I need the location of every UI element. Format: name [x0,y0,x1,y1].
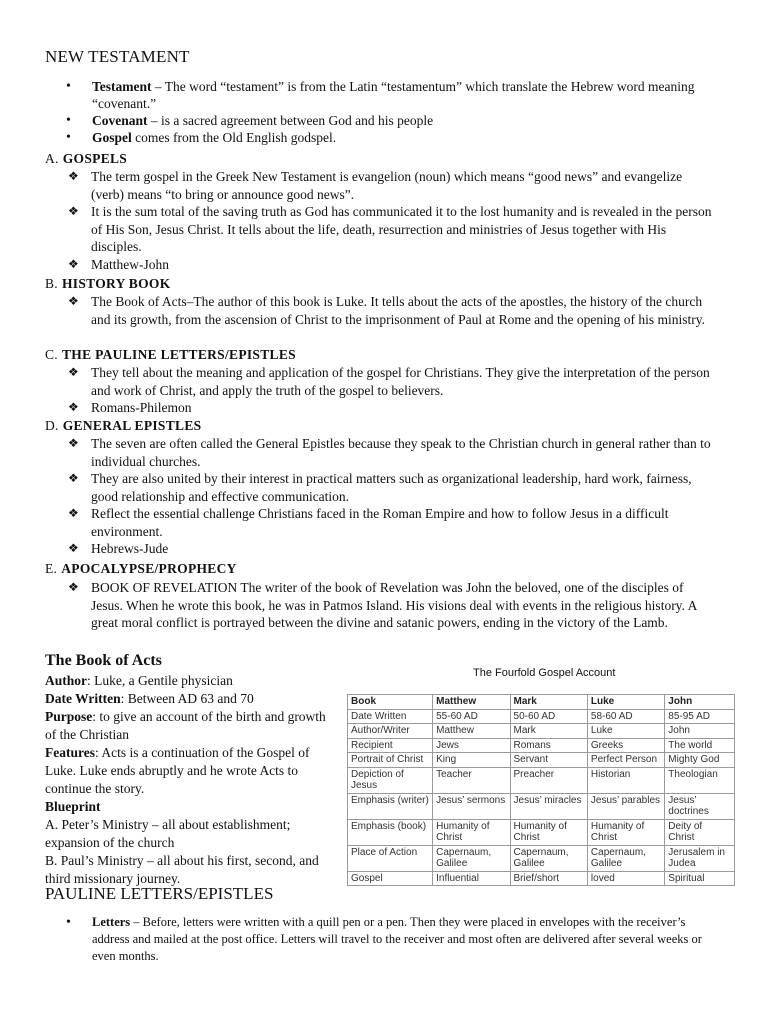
table-cell: Preacher [510,767,587,793]
table-row [348,845,735,871]
table-cell: Date Written [348,709,433,724]
field-label: Author [45,673,88,688]
book-of-acts-title: The Book of Acts [45,652,162,669]
column-header: Book [348,695,433,710]
acts-date-written [45,690,330,708]
table-cell: Depiction of Jesus [348,767,433,793]
table-cell: Emphasis (writer) [348,793,433,819]
field-value: : Luke, a Gentile physician [87,673,233,688]
table-cell: Jesus’ doctrines [665,793,735,819]
table-cell: Author/Writer [348,724,433,739]
table-title: The Fourfold Gospel Account [473,667,616,679]
list-item [68,435,718,470]
table-row [348,871,735,886]
table-cell: Capernaum, Galilee [510,845,587,871]
table-cell: Jesus’ sermons [433,793,510,819]
definition-list [66,78,726,146]
table-row [348,709,735,724]
section-heading-history-book [45,276,171,292]
list-item-text: They tell about the meaning and application of the gospel for Christians. They give the interpretation of the person and work of Christ, and apply the truth of the gospel to believers. [91,365,710,398]
table-cell: Historian [587,767,664,793]
definition-term: Gospel [92,130,132,145]
table-cell: Jesus’ parables [587,793,664,819]
definition-item [66,112,726,129]
column-header: Matthew [433,695,510,710]
table-row [348,793,735,819]
acts-features [45,744,330,798]
table-cell: Romans [510,738,587,753]
table-cell: Servant [510,753,587,768]
table-cell: Greeks [587,738,664,753]
list-item [68,168,718,203]
list-item [68,293,718,328]
list-item-text: Matthew-John [91,256,169,272]
fourfold-gospel-table [347,694,735,886]
acts-blueprint-b: B. Paul’s Ministry – all about his first, second, and third missionary journey. [45,853,319,886]
field-value: : Acts is a continuation of the Gospel of Luke. Luke ends abruptly and he wrote Acts to continue the story. [45,745,310,796]
list-item-text: Reflect the essential challenge Christians faced in the Roman Empire and how to follow Jesus in a difficult environment. [91,506,669,539]
table-cell: Humanity of Christ [587,819,664,845]
acts-blueprint-label [45,798,330,816]
field-label: Date Written [45,691,121,706]
table-cell: Capernaum, Galilee [587,845,664,871]
table-cell: Matthew [433,724,510,739]
table-cell: Perfect Person [587,753,664,768]
list-item-text: The seven are often called the General Epistles because they speak to the Christian church in general rather than to individual churches. [91,436,711,469]
table-cell: The world [665,738,735,753]
field-label: Purpose [45,709,93,724]
acts-purpose [45,708,330,744]
table-cell: Capernaum, Galilee [433,845,510,871]
definition-term: Covenant [92,113,148,128]
list-item-text: The Book of Acts–The author of this book is Luke. It tells about the acts of the apostles, the history of the church and its growth, from the ascension of Christ to the imprisonment of Paul at Rome and the opening of his ministry. [91,294,706,327]
list-item [68,470,718,505]
definition-text: – The word “testament” is from the Latin “testamentum” which translate the Hebrew word meaning “covenant.” [92,79,695,111]
table-row [348,738,735,753]
section-list-apocalypse [68,579,718,632]
acts-blueprint-a: A. Peter’s Ministry – all about establishment; expansion of the church [45,817,291,850]
section-title: GOSPELS [62,151,128,166]
list-item-text: It is the sum total of the saving truth as God has communicated it to the lost humanity and is revealed in the person of His Son, Jesus Christ. It tells about the life, death, resurrection and ministries of Jesus together with His disciples. [91,204,712,254]
list-item [68,540,718,558]
table-cell: Humanity of Christ [510,819,587,845]
definition-term: Letters [92,915,131,929]
section-heading-general-epistles [45,418,201,434]
section-title: GENERAL EPISTLES [62,418,202,433]
section-title: APOCALYPSE/PROPHECY [61,561,237,576]
list-item [68,256,718,274]
list-item [68,203,718,256]
table-row [348,753,735,768]
table-header-row [348,695,735,710]
pauline-letters-heading: PAULINE LETTERS/EPISTLES [45,884,274,903]
table-row [348,724,735,739]
field-label: Features [45,745,95,760]
list-item [68,505,718,540]
page-title: NEW TESTAMENT [45,47,190,66]
table-cell: Influential [433,871,510,886]
definition-term: Testament [92,79,152,94]
section-list-gospels [68,168,718,273]
field-label: Blueprint [45,799,101,814]
list-item [68,364,718,399]
section-list-history-book [68,293,718,328]
table-cell: 55-60 AD [433,709,510,724]
table-cell: Jews [433,738,510,753]
list-item-text: BOOK OF REVELATION The writer of the book of Revelation was John the beloved, one of the disciples of Jesus. When he wrote this book, he was in Patmos Island. His visions deal with events in the religious history. A great moral conflict is portrayed between the divine and satanic powers, ending in the victory of the Lamb. [91,580,697,630]
column-header: Mark [510,695,587,710]
table-cell: Deity of Christ [665,819,735,845]
table-cell: Theologian [665,767,735,793]
table-cell: Recipient [348,738,433,753]
list-item-text: They are also united by their interest in practical matters such as organizational leadership, hard work, fairness, good relationship and effective communication. [91,471,692,504]
acts-author [45,672,330,690]
section-letter: B. [45,276,58,291]
column-header: Luke [587,695,664,710]
table-cell: Luke [587,724,664,739]
section-heading-pauline-letters [45,347,296,363]
list-item [66,914,726,965]
table-cell: Portrait of Christ [348,753,433,768]
table-cell: Mighty God [665,753,735,768]
table-cell: Humanity of Christ [433,819,510,845]
table-cell: 85-95 AD [665,709,735,724]
definition-text: comes from the Old English godspel. [131,130,337,145]
table-cell: Mark [510,724,587,739]
table-cell: Emphasis (book) [348,819,433,845]
field-value: : to give an account of the birth and growth of the Christian [45,709,326,742]
table-cell: Teacher [433,767,510,793]
section-letter: A. [45,151,59,166]
table-cell: Brief/short [510,871,587,886]
definition-item [66,78,726,112]
field-value: : Between AD 63 and 70 [120,691,254,706]
table-cell: Jerusalem in Judea [665,845,735,871]
definition-text: – is a sacred agreement between God and his people [147,113,434,128]
section-letter: E. [45,561,58,576]
table-cell: King [433,753,510,768]
list-item-text: Hebrews-Jude [91,541,169,556]
section-heading-gospels [45,151,127,167]
table-cell: Spiritual [665,871,735,886]
section-letter: C. [45,347,58,362]
table-cell: Gospel [348,871,433,886]
table-cell: loved [587,871,664,886]
table-cell: Jesus’ miracles [510,793,587,819]
letters-list [66,914,726,965]
table-cell: 58-60 AD [587,709,664,724]
column-header: John [665,695,735,710]
definition-text: – Before, letters were written with a quill pen or a pen. Then they were placed in envelopes with the receiver’s address and mailed at the post office. Letters will travel to the receiver and most often are delivered after several weeks or even months. [92,915,702,963]
list-item-text: The term gospel in the Greek New Testament is evangelion (noun) which means “good news” and evangelize (verb) means “to bring or announce good news”. [91,169,683,202]
section-list-general-epistles [68,435,718,558]
table-row [348,767,735,793]
table-cell: John [665,724,735,739]
section-letter: D. [45,418,59,433]
list-item-text: Romans-Philemon [91,400,192,415]
table-cell: 50-60 AD [510,709,587,724]
book-of-acts-details [45,672,330,888]
section-title: THE PAULINE LETTERS/EPISTLES [61,347,296,362]
list-item [68,399,718,417]
section-title: HISTORY BOOK [61,276,171,291]
list-item [68,579,718,632]
table-row [348,819,735,845]
section-list-pauline-letters [68,364,718,417]
definition-item [66,129,726,146]
table-cell: Place of Action [348,845,433,871]
section-heading-apocalypse [45,561,237,577]
